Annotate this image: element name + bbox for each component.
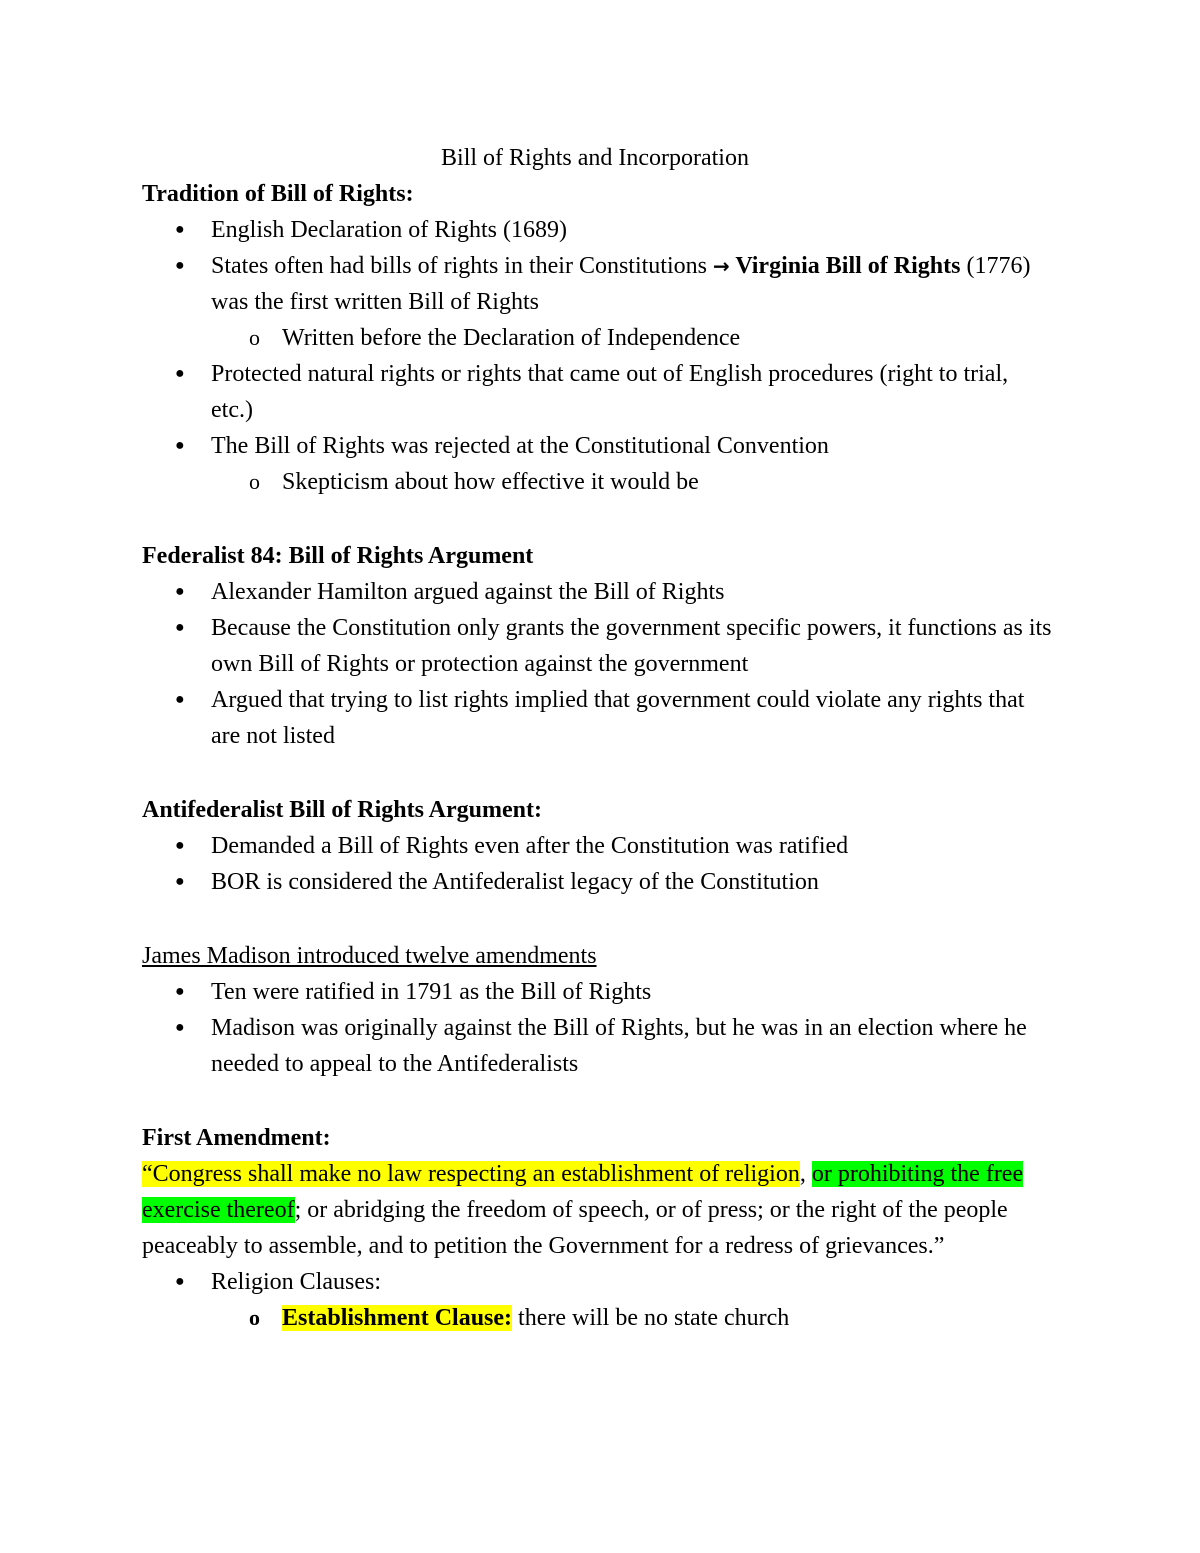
list-item (175, 1264, 1052, 1336)
bullet-icon: ● (175, 1019, 185, 1036)
section-heading-tradition: Tradition of Bill of Rights: (142, 181, 414, 207)
section-heading-madison: James Madison introduced twelve amendments (142, 943, 597, 969)
list-item (175, 864, 1052, 900)
bullet-icon: ● (175, 257, 185, 274)
quote-rest: ; or abridging the freedom of speech, or of press; or the right of the people peaceably to assemble, and to petition the Government for a redress of grievances.” (142, 1197, 1008, 1259)
sub-list (211, 1300, 1052, 1336)
list-item-text: Because the Constitution only grants the government specific powers, it functions as its own Bill of Rights or protection against the government (211, 615, 1052, 677)
section-heading-first-amendment: First Amendment: (142, 1125, 331, 1151)
bullet-icon: ● (175, 619, 185, 636)
highlight-free-exercise: or prohibiting the free exercise thereof (142, 1161, 1024, 1223)
bullet-icon: ● (175, 437, 185, 454)
list-item (175, 356, 1052, 428)
bullet-icon: ● (175, 837, 185, 854)
list-item (175, 428, 1052, 500)
sub-list (211, 464, 1052, 500)
document-title: Bill of Rights and Incorporation (441, 145, 749, 171)
section-heading-federalist: Federalist 84: Bill of Rights Argument (142, 543, 534, 569)
list-item (175, 212, 1052, 248)
hollow-bullet-icon: o (249, 325, 260, 350)
list-item-text: Demanded a Bill of Rights even after the Constitution was ratified (211, 833, 849, 859)
document-page (142, 140, 1052, 1336)
spacer (142, 900, 1052, 938)
sub-list-item (249, 1300, 1052, 1336)
list-item-text: Madison was originally against the Bill of Rights, but he was in an election where he needed to appeal to the Antifederalists (211, 1015, 1027, 1077)
sub-list-item (249, 320, 1052, 356)
quote-comma: , (799, 1161, 812, 1187)
bullet-icon: ● (175, 873, 185, 890)
list-item-text: Religion Clauses: (211, 1269, 381, 1295)
bullet-icon: ● (175, 583, 185, 600)
list-item-text: BOR is considered the Antifederalist legacy of the Constitution (211, 869, 819, 895)
list-item-text: Argued that trying to list rights implied that government could violate any rights that are not listed (211, 687, 1025, 749)
bullet-icon: ● (175, 691, 185, 708)
list-item (175, 610, 1052, 682)
hollow-bullet-icon: o (249, 1305, 260, 1330)
list-item-text: English Declaration of Rights (1689) (211, 217, 567, 243)
sub-list-item-text: Written before the Declaration of Independence (282, 325, 741, 351)
bullet-icon: ● (175, 221, 185, 238)
highlight-establishment: “Congress shall make no law respecting an establishment of religion (142, 1161, 800, 1187)
madison-list (142, 974, 1052, 1082)
list-item-text: Protected natural rights or rights that came out of English procedures (right to trial, etc.) (211, 361, 1009, 423)
first-amendment-list (142, 1264, 1052, 1336)
hollow-bullet-icon: o (249, 469, 260, 494)
list-item (175, 828, 1052, 864)
bullet-icon: ● (175, 1273, 185, 1290)
federalist-list (142, 574, 1052, 754)
bullet-icon: ● (175, 983, 185, 1000)
sub-list-item-text: there will be no state church (512, 1305, 790, 1331)
spacer (142, 1082, 1052, 1120)
sub-list-item (249, 464, 1052, 500)
list-item (175, 574, 1052, 610)
list-item-text-cont: (1776) was the first written Bill of Rights (211, 253, 1031, 315)
list-item-text: States often had bills of rights in their Constitutions (211, 253, 713, 279)
arrow-right-icon: → (712, 254, 730, 278)
list-item-text: The Bill of Rights was rejected at the Constitutional Convention (211, 433, 829, 459)
list-item (175, 1010, 1052, 1082)
list-item-text: Alexander Hamilton argued against the Bill of Rights (211, 579, 725, 605)
sub-list (211, 320, 1052, 356)
antifederalist-list (142, 828, 1052, 900)
list-item-text: Ten were ratified in 1791 as the Bill of Rights (211, 979, 652, 1005)
bullet-icon: ● (175, 365, 185, 382)
spacer (142, 754, 1052, 792)
establishment-clause-label: Establishment Clause: (282, 1305, 513, 1331)
list-item (175, 974, 1052, 1010)
section-heading-antifederalist: Antifederalist Bill of Rights Argument: (142, 797, 542, 823)
list-item (175, 682, 1052, 754)
virginia-bill-text: Virginia Bill of Rights (729, 253, 961, 279)
tradition-list (142, 212, 1052, 500)
list-item (175, 248, 1052, 356)
spacer (142, 500, 1052, 538)
first-amendment-quote (142, 1156, 1052, 1264)
sub-list-item-text: Skepticism about how effective it would be (282, 469, 699, 495)
